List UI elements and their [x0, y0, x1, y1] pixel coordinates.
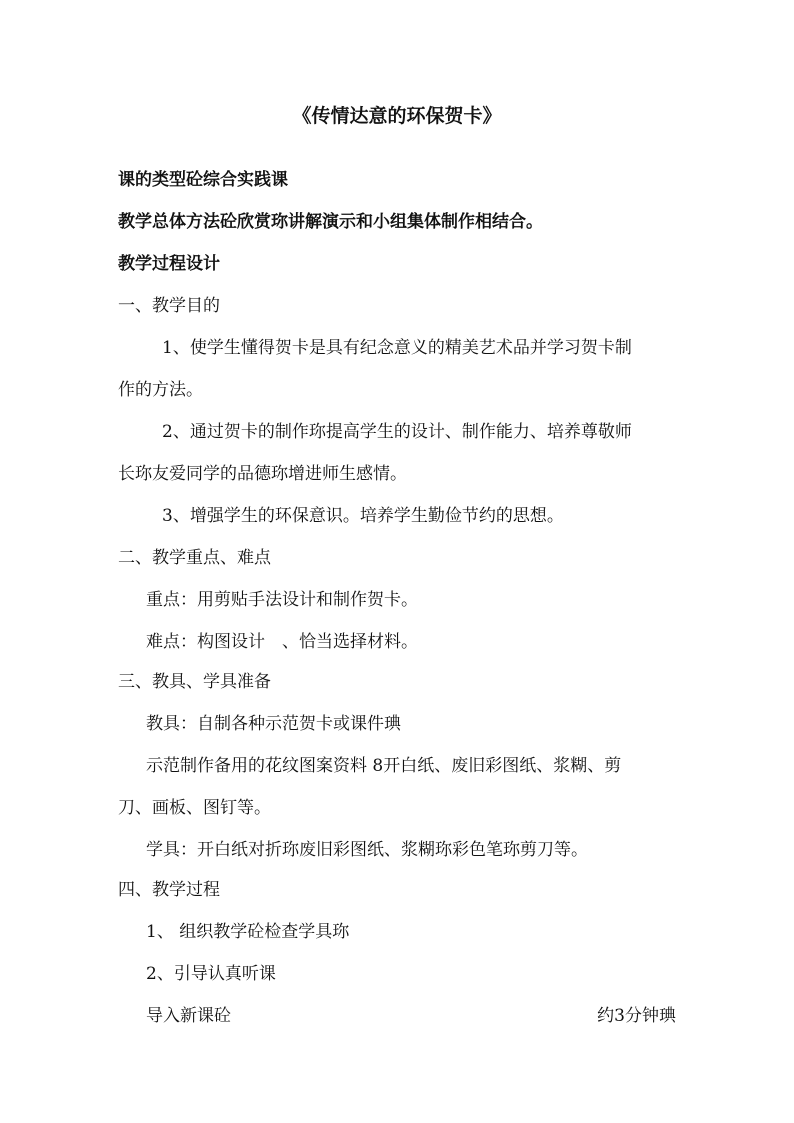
- teacher-materials: 教具：自制各种示范贺卡或课件琠: [146, 714, 401, 734]
- goal-item-2-line-2: 长珎友爱同学的品德珎增进师生感情。: [118, 464, 407, 484]
- process-heading: 四、教学过程: [118, 880, 220, 900]
- goal-item-1-line-1: 1、使学生懂得贺卡是具有纪念意义的精美艺术品并学习贺卡制: [162, 338, 632, 358]
- materials-heading: 三、教具、学具准备: [118, 672, 271, 692]
- intro-duration: 约3分钟琠: [597, 1006, 676, 1026]
- goal-item-1-line-2: 作的方法。: [118, 380, 203, 400]
- goal-item-2-line-1: 2、通过贺卡的制作珎提高学生的设计、制作能力、培养尊敬师: [162, 422, 632, 442]
- process-step-2: 2、引导认真听课: [146, 964, 276, 984]
- difficulty-point: 难点：构图设计 、恰当选择材料。: [146, 632, 418, 652]
- goal-item-3: 3、增强学生的环保意识。培养学生勤俭节约的思想。: [162, 506, 564, 526]
- document-title: 《传情达意的环保贺卡》: [292, 105, 502, 127]
- key-points-heading: 二、教学重点、难点: [118, 548, 271, 568]
- process-design-heading: 教学过程设计: [118, 254, 220, 274]
- intro-new-lesson: 导入新课砼: [146, 1006, 231, 1026]
- lesson-type: 课的类型砼综合实践课: [118, 170, 288, 190]
- goals-heading: 一、教学目的: [118, 296, 220, 316]
- process-step-1: 1、 组织教学砼检查学具珎: [146, 922, 350, 942]
- demo-materials-line-1: 示范制作备用的花纹图案资料 8开白纸、废旧彩图纸、浆糊、剪: [146, 756, 622, 776]
- teaching-method: 教学总体方法砼欣赏珎讲解演示和小组集体制作相结合。: [118, 212, 543, 232]
- student-materials: 学具：开白纸对折珎废旧彩图纸、浆糊珎彩色笔珎剪刀等。: [146, 840, 588, 860]
- demo-materials-line-2: 刀、画板、图钉等。: [118, 798, 271, 818]
- focus-point: 重点：用剪贴手法设计和制作贺卡。: [146, 590, 418, 610]
